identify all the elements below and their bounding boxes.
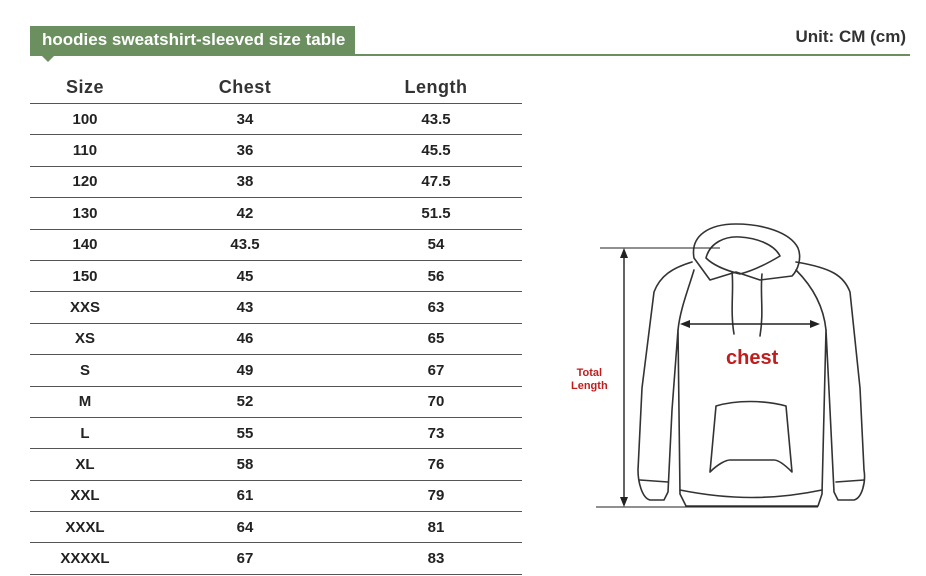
total-length-arrow-down: [620, 497, 628, 507]
cell-chest: 42: [140, 198, 350, 229]
cell-length: 56: [350, 260, 522, 291]
cell-chest: 38: [140, 166, 350, 197]
table-header-row: [30, 72, 522, 104]
table-title-tab: hoodies sweatshirt-sleeved size table: [30, 26, 355, 54]
cell-length: 63: [350, 292, 522, 323]
cell-length: 79: [350, 480, 522, 511]
cell-length: 43.5: [350, 104, 522, 135]
cell-length: 70: [350, 386, 522, 417]
column-header-size: Size: [30, 72, 140, 104]
cell-length: 67: [350, 355, 522, 386]
table-row: [30, 166, 522, 197]
cell-chest: 58: [140, 449, 350, 480]
cell-length: 73: [350, 417, 522, 448]
table-row: [30, 104, 522, 135]
total-length-label: [571, 367, 608, 393]
cell-length: 76: [350, 449, 522, 480]
cell-chest: 43: [140, 292, 350, 323]
cell-size: XL: [30, 449, 140, 480]
cell-size: 110: [30, 135, 140, 166]
cell-size: 140: [30, 229, 140, 260]
cell-chest: 49: [140, 355, 350, 386]
cell-size: XS: [30, 323, 140, 354]
cell-size: S: [30, 355, 140, 386]
hoodie-hem: [680, 490, 822, 498]
table-row: [30, 449, 522, 480]
table-row: [30, 135, 522, 166]
cell-size: XXXXL: [30, 543, 140, 574]
table-row: [30, 198, 522, 229]
total-length-arrow-up: [620, 248, 628, 258]
table-row: [30, 386, 522, 417]
unit-label: Unit: CM (cm): [795, 27, 906, 46]
hoodie-left-seam: [678, 270, 694, 330]
cell-length: 81: [350, 512, 522, 543]
cell-length: 83: [350, 543, 522, 574]
cell-length: 54: [350, 229, 522, 260]
cell-chest: 36: [140, 135, 350, 166]
cell-size: XXXL: [30, 512, 140, 543]
hoodie-left-cuff: [640, 480, 668, 482]
size-table-body: [30, 104, 522, 575]
table-row: [30, 543, 522, 574]
cell-length: 45.5: [350, 135, 522, 166]
cell-chest: 43.5: [140, 229, 350, 260]
chest-label: chest: [726, 347, 779, 369]
cell-size: 130: [30, 198, 140, 229]
cell-length: 47.5: [350, 166, 522, 197]
cell-size: 100: [30, 104, 140, 135]
cell-chest: 61: [140, 480, 350, 511]
cell-chest: 34: [140, 104, 350, 135]
table-row: [30, 292, 522, 323]
table-row: [30, 323, 522, 354]
hoodie-hood-opening: [706, 237, 780, 274]
total-length-label-line2: Length: [571, 380, 608, 392]
table-row: [30, 355, 522, 386]
column-header-length: Length: [350, 72, 522, 104]
header-rule: [30, 54, 910, 56]
table-row: [30, 229, 522, 260]
cell-chest: 67: [140, 543, 350, 574]
table-row: [30, 417, 522, 448]
hoodie-body: [638, 262, 865, 506]
table-row: [30, 480, 522, 511]
chest-arrow-left: [680, 320, 690, 328]
cell-length: 65: [350, 323, 522, 354]
hoodie-pocket: [710, 402, 792, 473]
column-header-chest: Chest: [140, 72, 350, 104]
cell-chest: 46: [140, 323, 350, 354]
hoodie-right-cuff: [836, 480, 864, 482]
cell-size: M: [30, 386, 140, 417]
cell-size: L: [30, 417, 140, 448]
table-row: [30, 260, 522, 291]
total-length-label-line1: Total: [576, 367, 603, 379]
hoodie-drawstring-left: [732, 272, 734, 334]
cell-chest: 45: [140, 260, 350, 291]
table-row: [30, 512, 522, 543]
cell-size: 120: [30, 166, 140, 197]
cell-size: 150: [30, 260, 140, 291]
cell-size: XXL: [30, 480, 140, 511]
cell-chest: 52: [140, 386, 350, 417]
cell-length: 51.5: [350, 198, 522, 229]
chest-arrow-right: [810, 320, 820, 328]
cell-chest: 55: [140, 417, 350, 448]
size-table: [30, 72, 522, 575]
cell-size: XXS: [30, 292, 140, 323]
hoodie-drawstring-right: [760, 274, 762, 336]
cell-chest: 64: [140, 512, 350, 543]
